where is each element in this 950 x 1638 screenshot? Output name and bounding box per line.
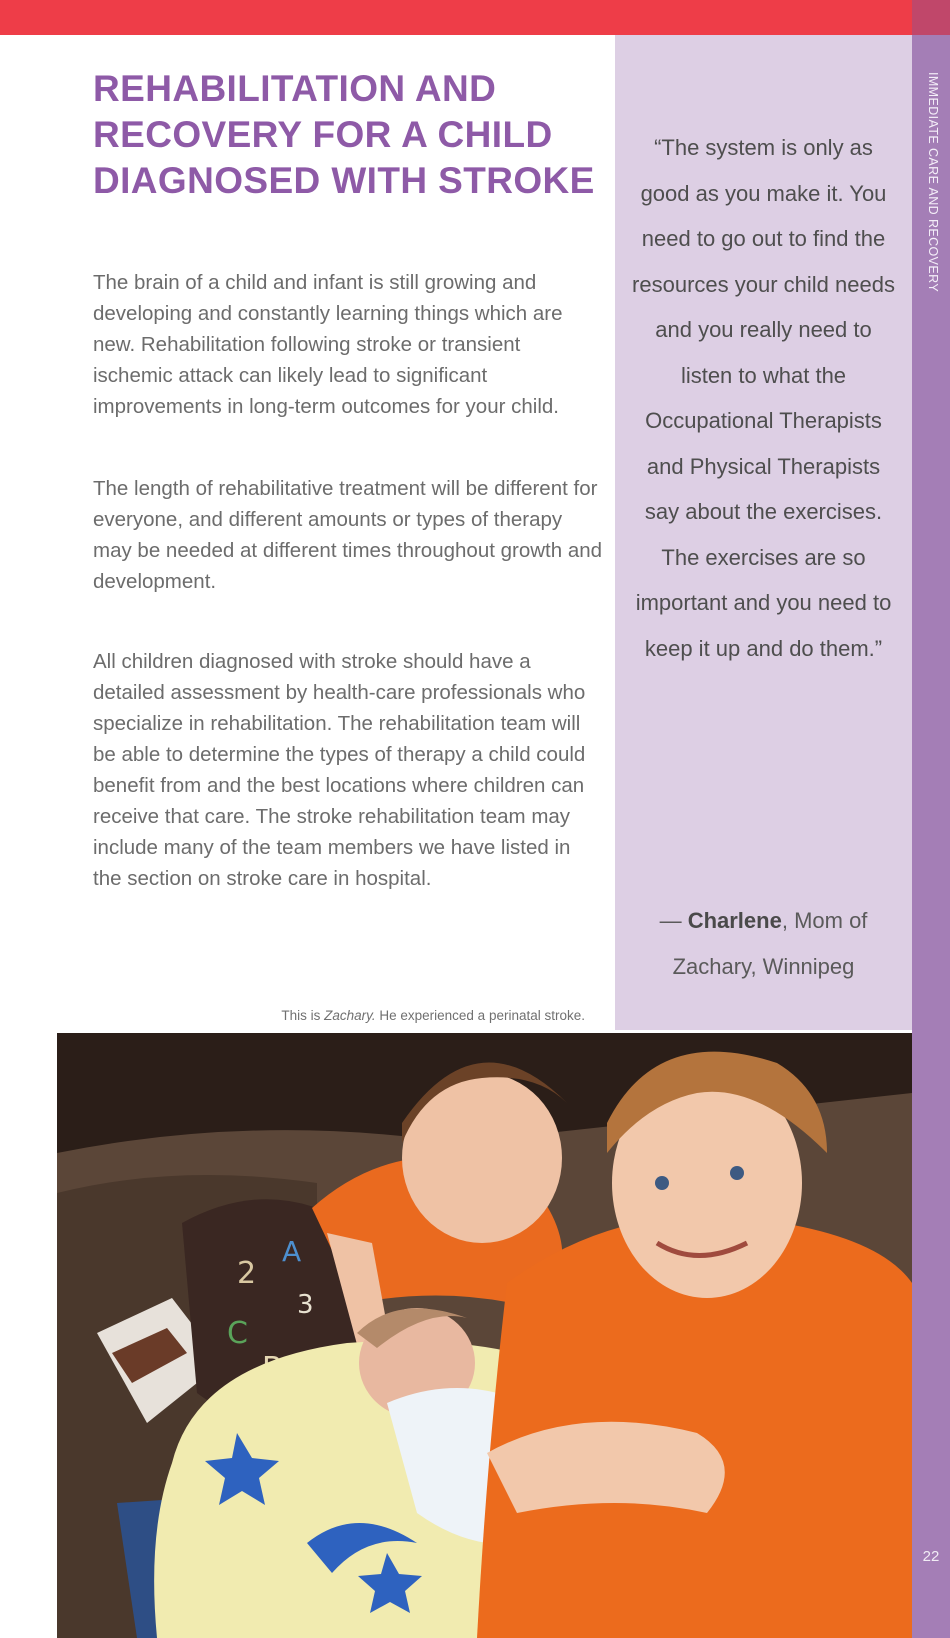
body-paragraph-3: All children diagnosed with stroke should have a detailed assessment by health-care professionals who specialize in rehabilitation. The rehabilitation team will be able to determine the types of therapy a child could benefit from and the best locations where children can receive that care. The stroke rehabilitation team may include many of the team members we have listed in the section on stroke care in hospital. bbox=[93, 650, 586, 890]
blanket-letter: 3 bbox=[297, 1290, 314, 1320]
blanket-letter: A bbox=[282, 1235, 302, 1268]
top-bar-corner bbox=[912, 0, 950, 35]
quote-speaker: Charlene bbox=[687, 908, 782, 933]
page-title: REHABILITATION AND RECOVERY FOR A CHILD DIAGNOSED WITH STROKE bbox=[93, 68, 595, 201]
top-accent-bar bbox=[0, 0, 912, 35]
caption-suffix: He experienced a perinatal stroke. bbox=[375, 1008, 585, 1023]
pull-quote: “The system is only as good as you make it. You need to go out to find the resources your child needs and you really need to listen to what the Occupational Therapists and Physical Therapists say about the exercises. The exercises are so important and you need to keep it up and do them.” bbox=[632, 135, 895, 661]
caption-prefix: This is bbox=[281, 1008, 325, 1023]
page-number: 22 bbox=[922, 1548, 940, 1565]
section-tab-label: IMMEDIATE CARE AND RECOVERY bbox=[926, 72, 940, 293]
photo-illustration bbox=[57, 1033, 912, 1638]
quote-speaker-detail: , Mom of Zachary, Winnipeg bbox=[672, 908, 868, 979]
blanket-letter: C bbox=[227, 1316, 248, 1351]
caption-name: Zachary. bbox=[324, 1008, 376, 1023]
attribution-dash: — bbox=[659, 908, 688, 933]
photo-caption bbox=[93, 1008, 585, 1023]
quote-attribution bbox=[630, 898, 897, 989]
body-paragraph-2: The length of rehabilitative treatment will be different for everyone, and different amounts or types of therapy may be needed at different times throughout growth and development. bbox=[93, 477, 603, 593]
body-paragraph-1: The brain of a child and infant is still growing and developing and constantly learning things which are new. Rehabilitation following stroke or transient ischemic attack can likely lead to significant improvements in long-term outcomes for your child. bbox=[93, 271, 563, 418]
blanket-letter: 2 bbox=[237, 1256, 257, 1291]
family-photo bbox=[57, 1033, 912, 1638]
